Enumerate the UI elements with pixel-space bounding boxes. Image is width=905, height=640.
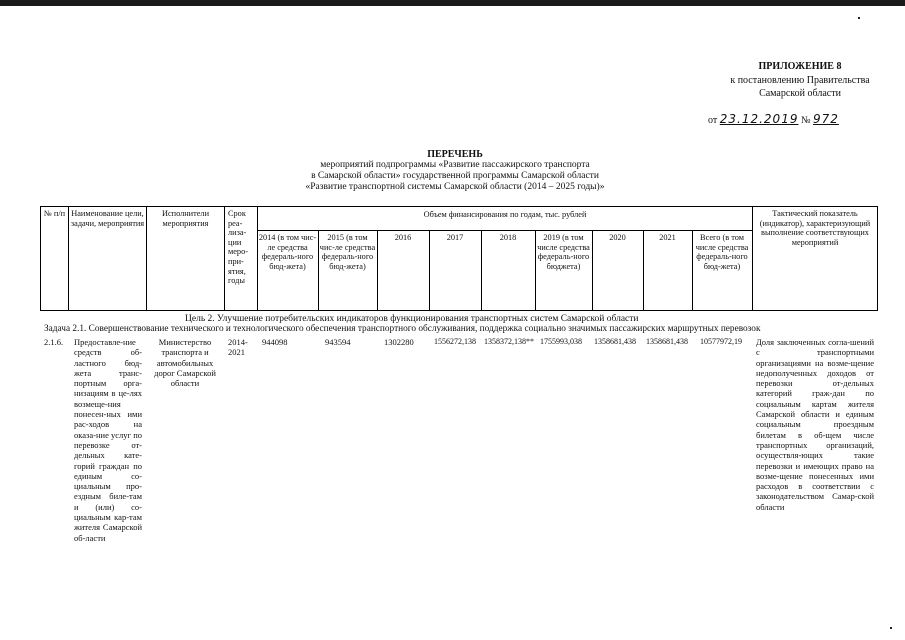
row-activity-name: Предоставле-ние средств об-ластного бюд-жета транс-портным орга-низациям в це-лях возмеще-ния понесен-ных ими рас-ходов на оказа-ние услуг по перевозке от-дельных кате-горий граждан по единым со-циальным про-ездным биле-там и (или) со-циальным кар-там жителя Самарской об-ласти bbox=[74, 337, 142, 543]
header-year-2018: 2018 bbox=[499, 233, 517, 242]
grid-line bbox=[752, 206, 753, 311]
grid-line bbox=[68, 206, 69, 311]
row-term: 2014-2021 bbox=[228, 337, 248, 358]
document-title bbox=[250, 149, 660, 193]
number-prefix: № bbox=[800, 115, 811, 126]
header-total: Всего (в том числе средства федераль-ного бюд-жета) bbox=[695, 233, 749, 271]
header-year-2021: 2021 bbox=[659, 233, 676, 242]
header-indicator: Тактический показатель (индикатор), характеризующий выполнение соответствующих мероприятий bbox=[759, 209, 871, 247]
grid-line bbox=[146, 206, 147, 311]
title-heading: ПЕРЕЧЕНЬ bbox=[427, 149, 483, 160]
header-year-2014: 2014 (в том чис-ле средства федераль-ного бюд-жета) bbox=[258, 233, 317, 271]
title-line: мероприятий подпрограммы «Развитие пассажирского транспорта bbox=[320, 160, 590, 170]
row-value-2015: 943594 bbox=[325, 337, 351, 347]
handwritten-date: 23.12.2019 bbox=[719, 112, 799, 126]
title-line: «Развитие транспортной системы Самарской области (2014 – 2025 годы)» bbox=[305, 182, 605, 192]
header-year-2020: 2020 bbox=[609, 233, 626, 242]
header-finance: Объем финансирования по годам, тыс. рублей bbox=[423, 210, 587, 219]
header-year-2015: 2015 (в том чис-ле средства федераль-ного бюд-жета) bbox=[319, 233, 376, 271]
row-value-2017: 1556272,138 bbox=[434, 337, 476, 346]
header-year-2019: 2019 (в том числе средства федераль-ного бюджета) bbox=[537, 233, 590, 271]
appendix-line: к постановлению Правительства bbox=[730, 75, 870, 86]
scan-speck bbox=[890, 627, 892, 629]
header-name: Наименование цели, задачи, мероприятия bbox=[70, 209, 145, 228]
grid-line bbox=[257, 230, 752, 231]
goal-row: Цель 2. Улучшение потребительских индикаторов функционирования транспортных систем Самарской области bbox=[185, 314, 639, 324]
title-line: в Самарской области» государственной программы Самарской области bbox=[311, 171, 599, 181]
row-value-2014: 944098 bbox=[262, 337, 288, 347]
header-year-2017: 2017 bbox=[446, 233, 464, 242]
row-value-2019: 1755993,038 bbox=[540, 337, 582, 346]
appendix-block bbox=[700, 60, 900, 100]
header-num: № п/п bbox=[43, 209, 66, 218]
grid-line bbox=[40, 206, 41, 311]
row-value-2016: 1302280 bbox=[384, 337, 414, 347]
header-term: Срок реа-лиза-ции меро-при-ятия, годы bbox=[228, 209, 248, 286]
row-value-total: 10577972,19 bbox=[700, 337, 742, 346]
task-row: Задача 2.1. Совершенствование технического и технологического обеспечения транспортного обслуживания, поддержка социально значимых пассажирских маршрутных перевозок bbox=[44, 324, 761, 334]
header-year-2016: 2016 bbox=[394, 233, 412, 242]
header-executor: Исполнители мероприятия bbox=[161, 209, 210, 228]
resolution-date-line bbox=[708, 112, 839, 126]
appendix-title: ПРИЛОЖЕНИЕ 8 bbox=[758, 61, 842, 72]
scan-top-border bbox=[0, 0, 905, 6]
date-prefix: от bbox=[708, 115, 718, 126]
grid-line bbox=[877, 206, 878, 311]
row-value-2021: 1358681,438 bbox=[646, 337, 688, 346]
appendix-line: Самарской области bbox=[759, 88, 841, 99]
grid-line bbox=[224, 206, 225, 311]
row-number: 2.1.6. bbox=[44, 337, 64, 347]
handwritten-number: 972 bbox=[813, 112, 839, 126]
row-value-2018: 1358372,138** bbox=[484, 337, 534, 346]
row-executor: Министерство транспорта и автомобильных дорог Самарской области bbox=[154, 337, 216, 389]
row-indicator: Доля заключенных согла-шений с транспортными организациями на возме-щение недополученных доходов от перевозки от-дельных категорий граж-дан по социальным картам жителя Самарской области и единым социальным проездным билетам в об-щем числе транспортных организаций, осуществля-ющих такие перевозки и имеющих право на возме-щение понесенных ими расходов в соответствии с законодательством Самар-ской области bbox=[756, 337, 874, 512]
scan-speck bbox=[858, 17, 860, 19]
row-value-2020: 1358681,438 bbox=[594, 337, 636, 346]
